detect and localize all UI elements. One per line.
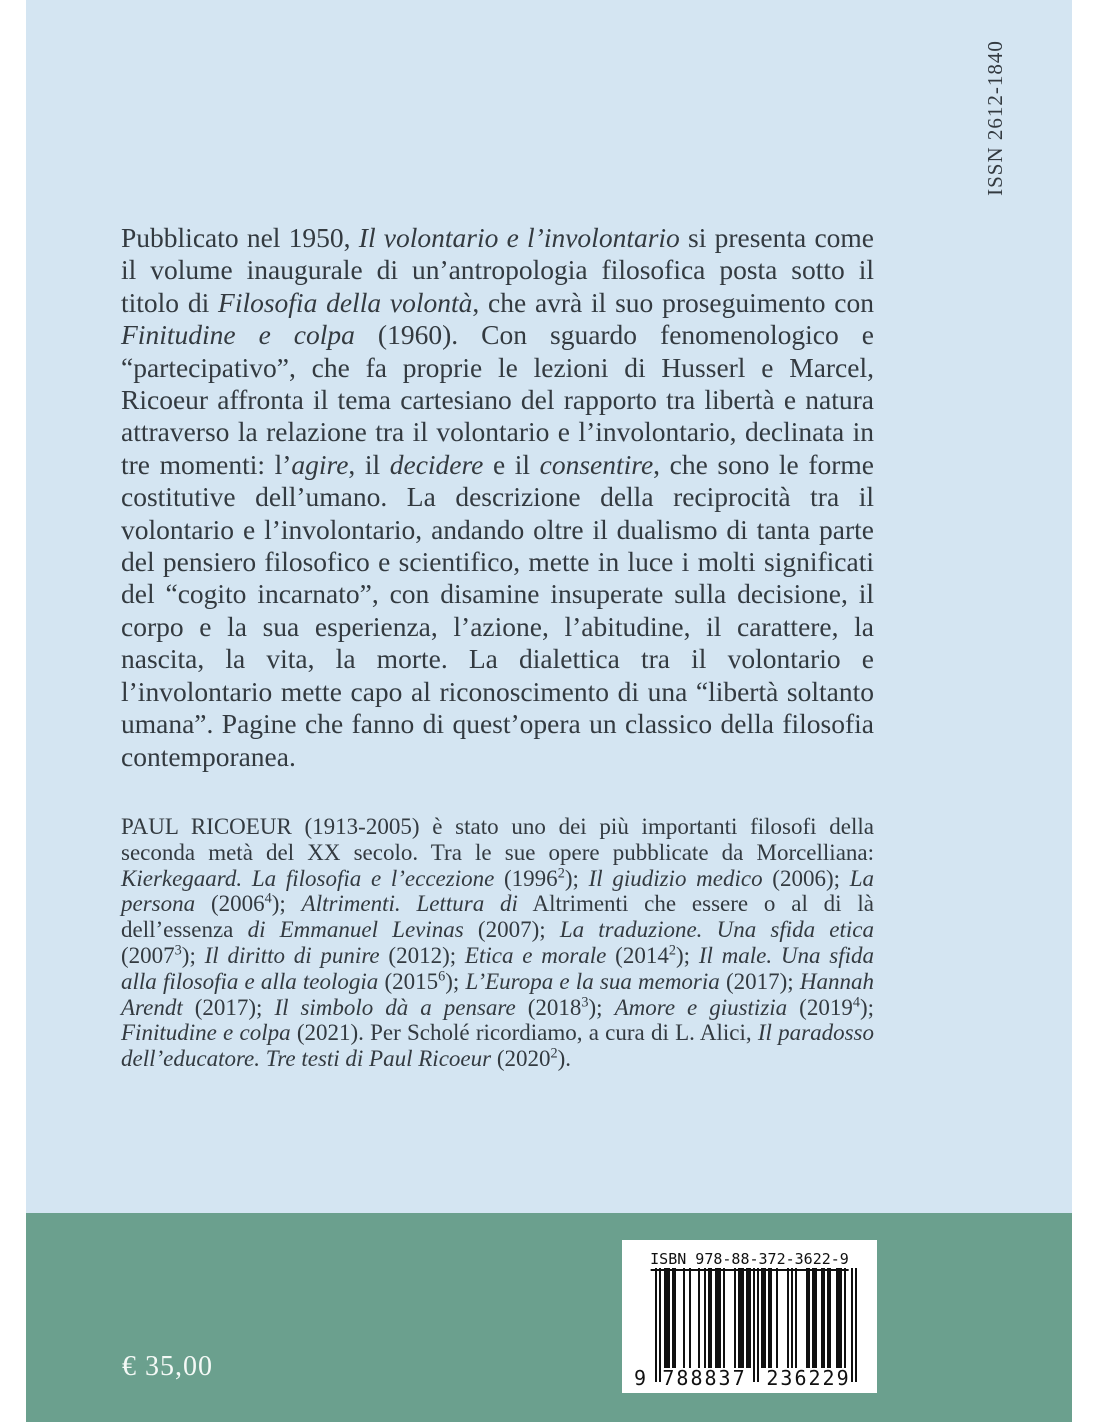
bottom-band [26,1213,1072,1422]
barcode-digit-group: 236229 [766,1366,851,1390]
price: € 35,00 [122,1351,213,1382]
issn-number: ISSN 2612-1840 [983,40,1007,196]
author-bio: PAUL RICOEUR (1913-2005) è stato uno dei più importanti filosofi della seconda metà del XX secolo. Tra le sue opere pubblicate da Morcelliana: Kierkegaard. La filosofia e l’eccezione (1996$^2$); Il giudizio medico (2006); La persona (2006$^4$); Altrimenti. Lettura di Altrimenti che essere o al di là dell’essenza di Emmanuel Levinas (2007); La traduzione. Una sfida etica (2007$^3$); Il diritto di punire (2012); Etica e morale (2014$^2$); Il male. Una sfida alla filosofia e alla teologia (2015$^6$); L’Europa e la sua memoria (2017); Hannah Arendt (2017); Il simbolo dà a pensare (2018$^3$); Amore e giustizia (2019$^4$); Finitudine e colpa (2021). Per Scholé ricordiamo, a cura di L. Alici, Il paradosso dell’educatore. Tre testi di Paul Ricoeur (2020$^2$). [121,814,875,1072]
barcode-bars [655,1268,857,1368]
isbn-label: ISBN 978-88-372-3622-9 [650,1250,849,1271]
cover-background [26,0,1072,1422]
book-description: Pubblicato nel 1950, Il volontario e l’involontario si presenta come il volume inaugurale di un’antropologia filosofica posta sotto il titolo di Filosofia della volontà, che avrà il suo proseguimento con Finitudine e colpa (1960). Con sguardo fenomenologico e “partecipativo”, che fa proprie le lezioni di Husserl e Marcel, Ricoeur affronta il tema cartesiano del rapporto tra libertà e natura attraverso la relazione tra il volontario e l’involontario, declinata in tre momenti: l’agire, il decidere e il consentire, che sono le forme costitutive dell’umano. La descrizione della reciprocità tra il volontario e l’involontario, andando oltre il dualismo di tanta parte del pensiero filosofico e scientifico, mette in luce i molti significati del “cogito incarnato”, con disamine insuperate sulla decisione, il corpo e la sua esperienza, l’azione, l’abitudine, il carattere, la nascita, la vita, la morte. La dialettica tra il volontario e l’involontario mette capo al riconoscimento di una “libertà soltanto umana”. Pagine che fanno di quest’opera un classico della filosofia contemporanea. [121,222,874,772]
barcode-module [855,1268,857,1382]
barcode-digit-group: 788837 [662,1366,747,1390]
barcode-digit-group: 9 [633,1366,649,1390]
barcode [622,1240,877,1393]
